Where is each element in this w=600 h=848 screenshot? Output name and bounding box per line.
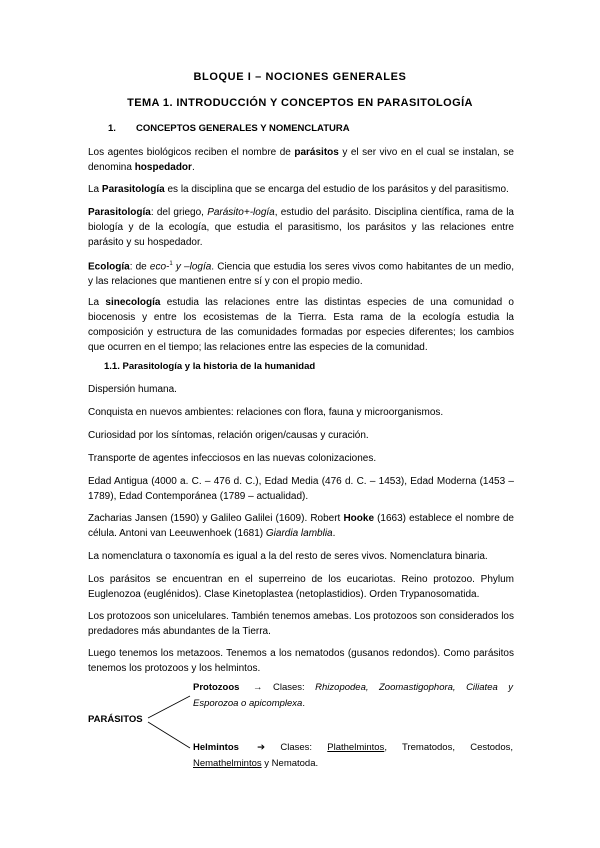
term-ecologia: Ecología [88,261,130,273]
term-parasitologia: Parasitología [88,207,151,218]
paragraph-sinecologia [88,295,514,355]
class-nemathelmintos: Nemathelmintos [193,758,262,769]
text: : del griego, [150,207,208,218]
paragraph-nomenclature: La nomenclatura o taxonomía es igual a la del resto de seres vivos. Nomenclatura binaria. [88,551,488,562]
text: La [88,297,106,308]
footnote-mark: 1 [169,261,173,267]
text: . Ciencia que estudia los seres vivos como habitantes de un medio, y las relaciones que mantienen entre sí y con el propio medio. [88,261,514,288]
species-name: Giardia lamblia [265,528,333,539]
name-hooke: Hooke [343,513,374,524]
text: Clases: [262,682,316,693]
branch-helmintos [193,740,513,772]
topic-title: TEMA 1. INTRODUCCIÓN Y CONCEPTOS EN PARASITOLOGÍA [127,97,473,109]
text: , Trematodos, Cestodos, [384,742,513,753]
section-1-title: CONCEPTOS GENERALES Y NOMENCLATURA [136,123,350,134]
branch-helmintos-name: Helmintos [193,742,239,753]
text: Los agentes biológicos reciben el nombre de [88,147,295,158]
bracket-lower-line [148,722,190,748]
etymology: eco- [149,261,170,273]
text: . [191,162,195,173]
paragraph-classification: Los parásitos se encuentran en el superreino de los eucariotas. Reino protozoo. Phylum Euglenozoa (euglénidos). Clase Kinetoplastea (netoplastidios). Orden Trypanosomatida. [88,574,514,600]
arrow-right-icon: ➔ [257,742,266,753]
list-item: Curiosidad por los síntomas, relación origen/causas y curación. [88,430,369,441]
bracket-upper-line [148,696,190,718]
section-1-heading [108,122,350,136]
term-parasitos: parásitos [294,147,339,158]
text: . [302,698,305,709]
branch-protozoos-name: Protozoos [193,682,240,693]
paragraph-parasitologia [88,182,514,197]
paragraph-metazoa: Luego tenemos los metazoos. Tenemos a los nematodos (gusanos redondos). Como parásitos tenemos los protozoos y los helmintos. [88,648,514,674]
text: . [332,528,336,539]
etymology: y –logía [172,261,212,273]
text: , estudio del parásito. Disciplina científica, rama de la biología y de la ecología, que estudia el parasitismo, los parásitos y las relaciones entre parásito y su hospedador. [88,207,514,248]
text: Clases: [265,742,328,753]
text: estudia las relaciones entre las distintas especies de una comunidad o biocenosis y entre los ecosistemas de la Tierra. Esta rama de la ecología estudia la composición y estructura de las comunidades formadas por especies diferentes; los cambios que ocurren en el tiempo; las relaciones entre las especies de la comunidad. [88,297,514,353]
text: y Nematoda. [261,758,319,769]
text: es la disciplina que se encarga del estudio de los parásitos y del parasitismo. [164,184,509,195]
list-item: Conquista en nuevos ambientes: relaciones con flora, fauna y microorganismos. [88,407,444,418]
paragraph-protozoa: Los protozoos son unicelulares. También tenemos amebas. Los protozoos son considerados los predadores más abundantes de la Tierra. [88,611,514,637]
term-sinecologia: sinecología [105,297,161,308]
text: y el ser vivo en el cual se instalan, se denomina [88,147,514,173]
tree-root-label: PARÁSITOS [88,714,143,725]
text: (1663) establece el nombre de célula. Antoni van Leeuwenhoek (1681) [88,513,514,539]
list-item: Transporte de agentes infecciosos en las nuevas colonizaciones. [88,453,377,464]
text: La [88,184,102,195]
paragraph-historical-ages: Edad Antigua (4000 a. C. – 476 d. C.), Edad Media (476 d. C. – 1453), Edad Moderna (1453 – 1789), Edad Contemporánea (1789 – actualidad). [88,476,514,502]
etymology: Parásito+-logía [207,207,275,218]
term-hospedador: hospedador [134,162,192,173]
text: Zacharias Jansen (1590) y Galileo Galilei (1609). Robert [88,513,344,524]
paragraph-ecologia [88,257,514,289]
term-parasitologia: Parasitología [101,184,165,195]
block-title: BLOQUE I – NOCIONES GENERALES [193,71,407,83]
list-item: Dispersión humana. [88,384,177,395]
branch-protozoos [193,680,513,712]
section-1-number: 1. [108,123,116,134]
paragraph-parasites [88,145,514,175]
paragraph-parasitologia-definition [88,205,514,250]
protozoa-classes: Rhizopodea, Zoomastigophora, Ciliatea y Esporozoa o apicomplexa [193,682,514,709]
arrow-right-icon: → [252,682,263,693]
paragraph-microscopy-history [88,511,514,541]
class-plathelmintos: Plathelmintos [327,742,385,753]
text: : de [129,261,150,273]
section-1-1-heading: 1.1. Parasitología y la historia de la humanidad [104,361,316,372]
